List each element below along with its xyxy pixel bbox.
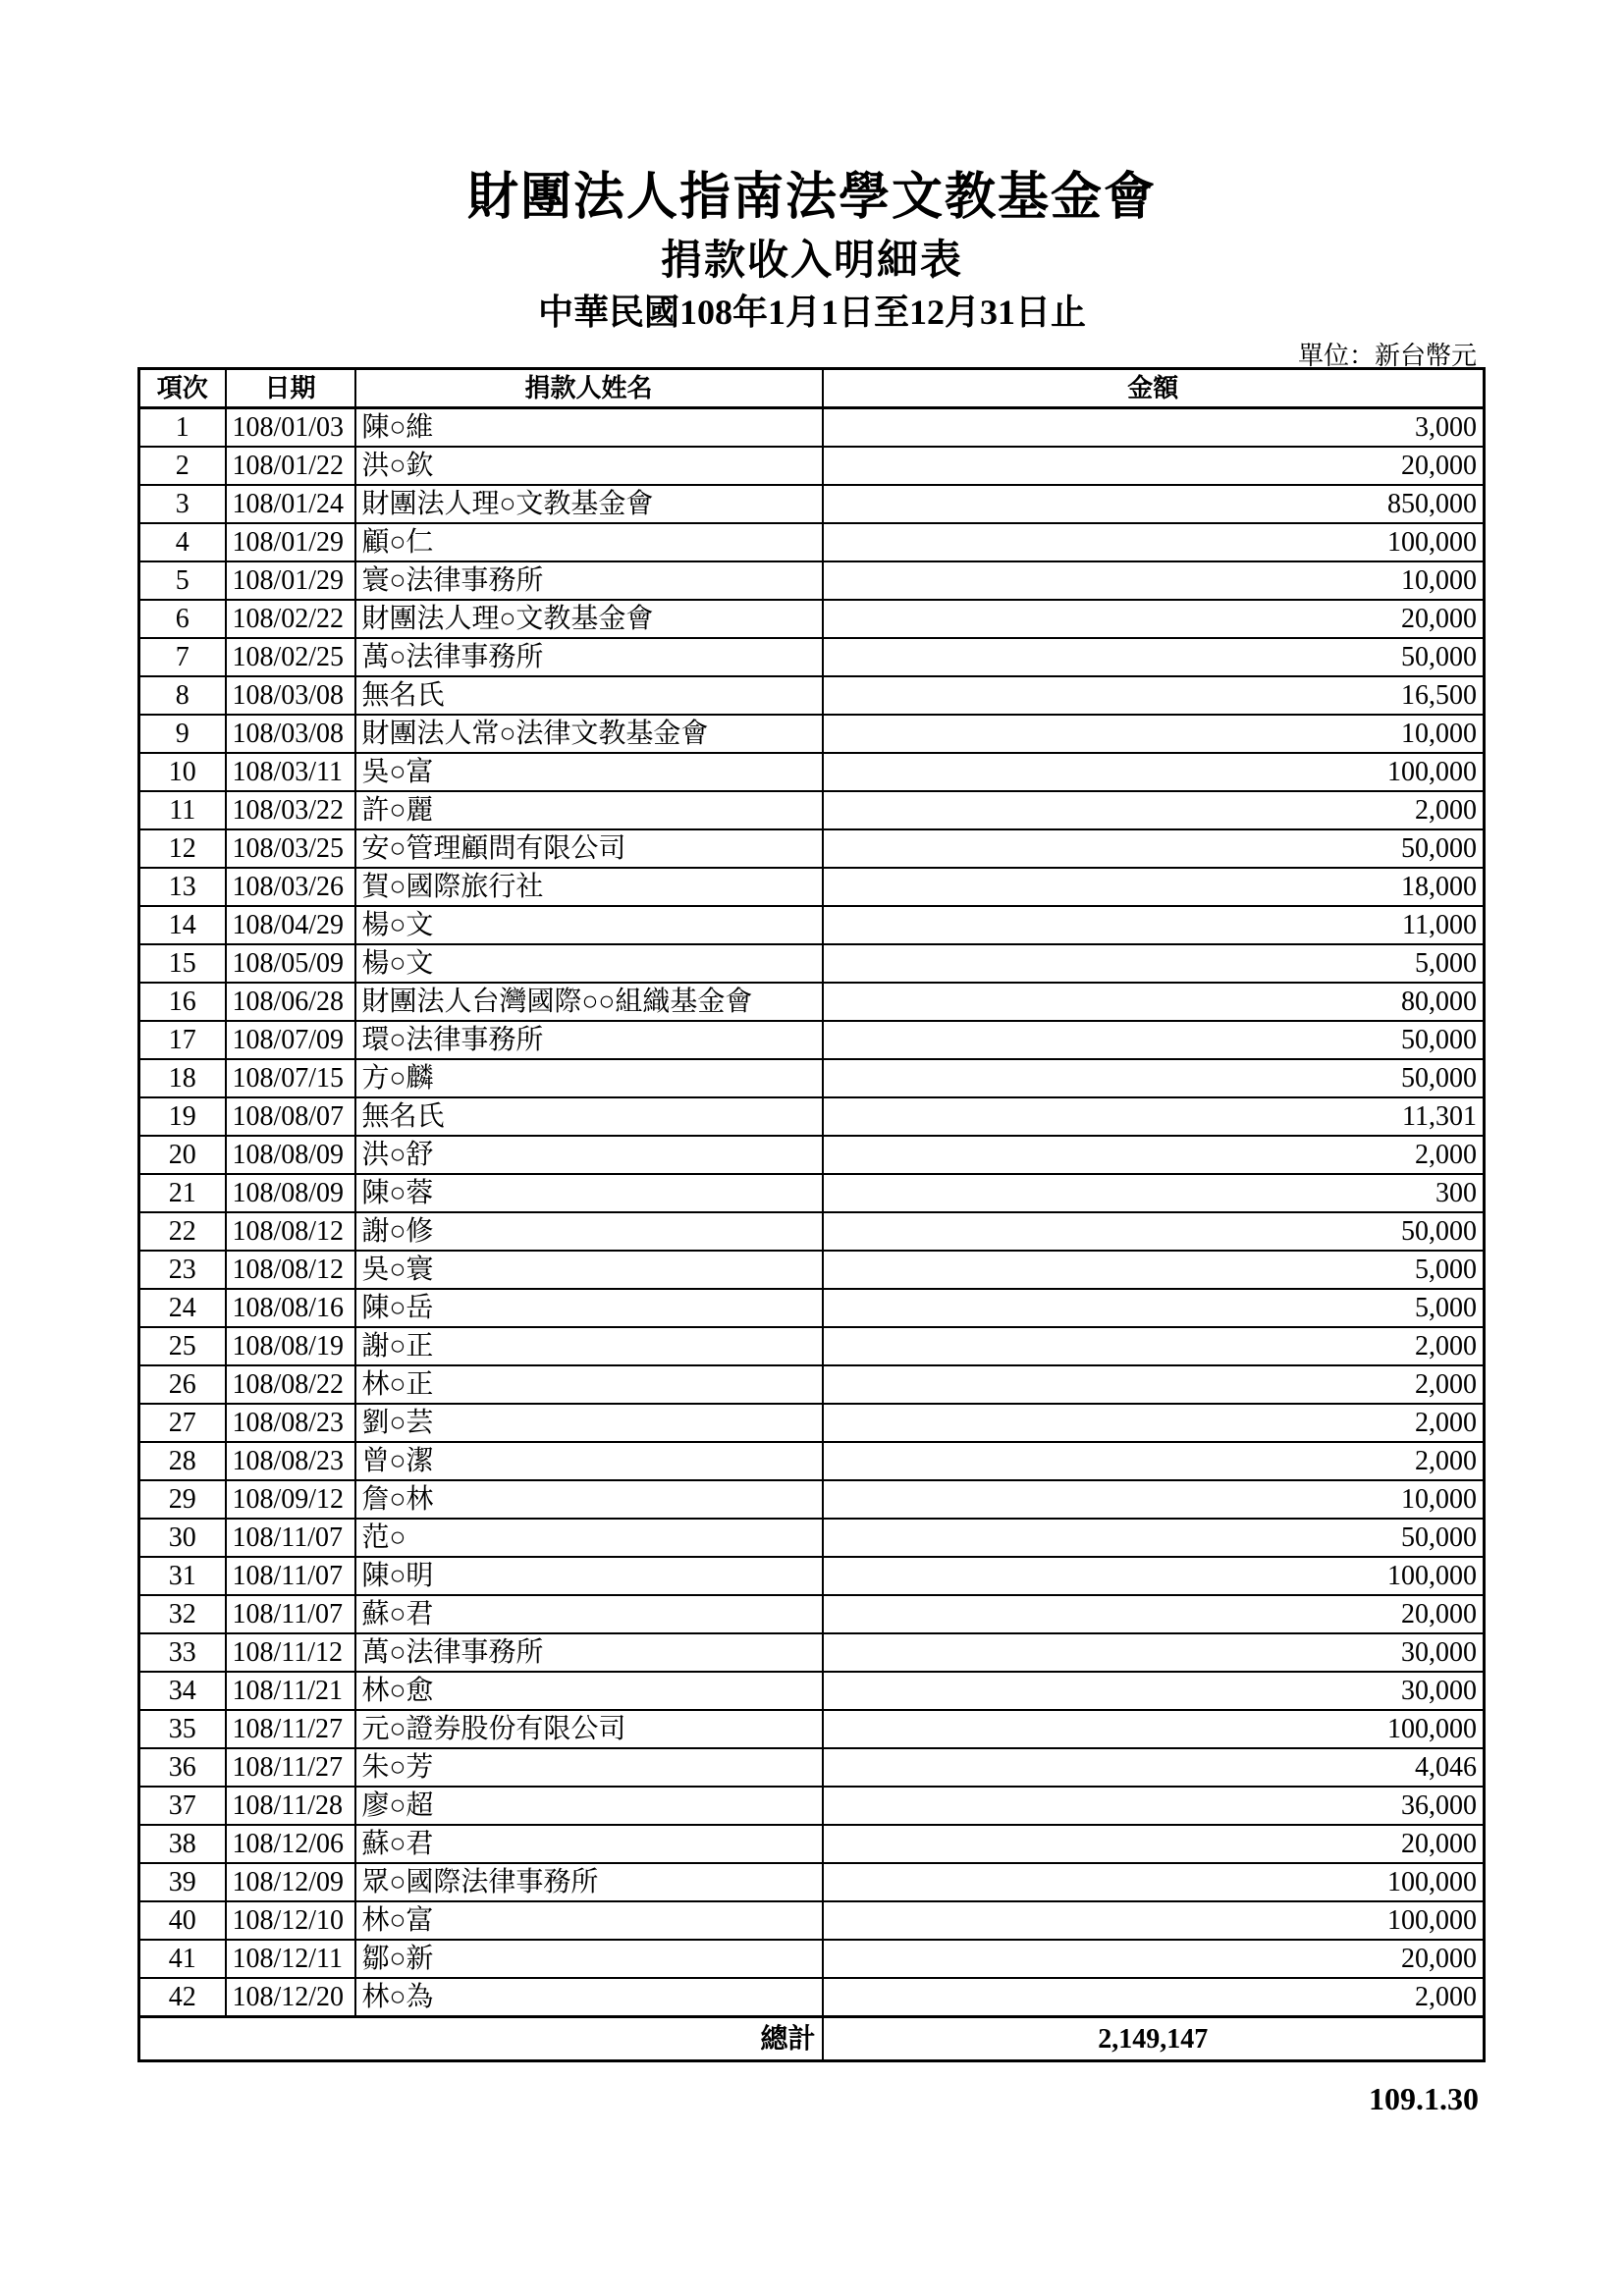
row-donor-name: 林○正: [355, 1365, 823, 1404]
row-index: 28: [139, 1442, 226, 1480]
row-index: 42: [139, 1978, 226, 2017]
row-date: 108/08/09: [226, 1136, 355, 1174]
table-row: [139, 1978, 1485, 2017]
row-index: 41: [139, 1940, 226, 1978]
report-period: 中華民國108年1月1日至12月31日止: [537, 293, 1086, 332]
row-index: 12: [139, 829, 226, 868]
row-date: 108/12/09: [226, 1863, 355, 1901]
row-amount: 4,046: [823, 1748, 1485, 1787]
row-amount: 30,000: [823, 1633, 1485, 1672]
row-date: 108/08/22: [226, 1365, 355, 1404]
total-label: 總計: [139, 2017, 823, 2061]
total-value: 2,149,147: [823, 2017, 1485, 2061]
table-row: [139, 1787, 1485, 1825]
row-date: 108/11/27: [226, 1710, 355, 1748]
row-donor-name: 林○為: [355, 1978, 823, 2017]
row-donor-name: 鄒○新: [355, 1940, 823, 1978]
table-row: [139, 1251, 1485, 1289]
table-row: [139, 1404, 1485, 1442]
row-date: 108/03/22: [226, 791, 355, 829]
row-index: 37: [139, 1787, 226, 1825]
row-donor-name: 財團法人理○文教基金會: [355, 600, 823, 638]
table-row: [139, 1327, 1485, 1365]
table-row: [139, 1672, 1485, 1710]
row-date: 108/02/25: [226, 638, 355, 676]
row-index: 25: [139, 1327, 226, 1365]
table-row: [139, 1442, 1485, 1480]
table-row: [139, 408, 1485, 448]
row-amount: 100,000: [823, 1863, 1485, 1901]
row-index: 39: [139, 1863, 226, 1901]
row-date: 108/11/12: [226, 1633, 355, 1672]
row-amount: 30,000: [823, 1672, 1485, 1710]
row-date: 108/03/26: [226, 868, 355, 906]
row-amount: 100,000: [823, 753, 1485, 791]
row-index: 13: [139, 868, 226, 906]
row-index: 6: [139, 600, 226, 638]
donation-table: [137, 367, 1486, 2062]
table-row: [139, 1557, 1485, 1595]
row-amount: 2,000: [823, 791, 1485, 829]
row-index: 36: [139, 1748, 226, 1787]
row-donor-name: 陳○蓉: [355, 1174, 823, 1212]
table-row: [139, 1289, 1485, 1327]
row-donor-name: 陳○明: [355, 1557, 823, 1595]
row-index: 35: [139, 1710, 226, 1748]
row-amount: 50,000: [823, 829, 1485, 868]
row-amount: 2,000: [823, 1365, 1485, 1404]
row-date: 108/01/29: [226, 523, 355, 561]
table-row: [139, 1595, 1485, 1633]
row-date: 108/08/16: [226, 1289, 355, 1327]
row-amount: 36,000: [823, 1787, 1485, 1825]
row-donor-name: 財團法人台灣國際○○組織基金會: [355, 983, 823, 1021]
row-amount: 100,000: [823, 1901, 1485, 1940]
row-donor-name: 蘇○君: [355, 1825, 823, 1863]
row-amount: 10,000: [823, 1480, 1485, 1519]
row-amount: 20,000: [823, 447, 1485, 485]
row-donor-name: 范○: [355, 1519, 823, 1557]
table-row: [139, 1480, 1485, 1519]
table-row: [139, 1059, 1485, 1097]
row-amount: 18,000: [823, 868, 1485, 906]
row-date: 108/11/07: [226, 1519, 355, 1557]
row-index: 21: [139, 1174, 226, 1212]
row-donor-name: 謝○正: [355, 1327, 823, 1365]
row-index: 4: [139, 523, 226, 561]
row-index: 24: [139, 1289, 226, 1327]
row-amount: 2,000: [823, 1978, 1485, 2017]
row-donor-name: 無名氏: [355, 1097, 823, 1136]
row-amount: 10,000: [823, 715, 1485, 753]
row-amount: 300: [823, 1174, 1485, 1212]
row-index: 15: [139, 944, 226, 983]
row-date: 108/06/28: [226, 983, 355, 1021]
row-donor-name: 詹○林: [355, 1480, 823, 1519]
row-date: 108/05/09: [226, 944, 355, 983]
row-index: 34: [139, 1672, 226, 1710]
row-donor-name: 林○愈: [355, 1672, 823, 1710]
row-amount: 2,000: [823, 1442, 1485, 1480]
row-date: 108/01/22: [226, 447, 355, 485]
row-date: 108/08/23: [226, 1442, 355, 1480]
row-donor-name: 寰○法律事務所: [355, 561, 823, 600]
row-date: 108/11/28: [226, 1787, 355, 1825]
row-index: 27: [139, 1404, 226, 1442]
row-index: 20: [139, 1136, 226, 1174]
row-donor-name: 環○法律事務所: [355, 1021, 823, 1059]
table-row: [139, 1365, 1485, 1404]
row-amount: 100,000: [823, 523, 1485, 561]
header-amount: 金額: [823, 369, 1485, 408]
row-date: 108/08/12: [226, 1212, 355, 1251]
table-row: [139, 561, 1485, 600]
row-index: 11: [139, 791, 226, 829]
row-donor-name: 洪○欽: [355, 447, 823, 485]
table-row: [139, 944, 1485, 983]
row-index: 18: [139, 1059, 226, 1097]
row-donor-name: 謝○修: [355, 1212, 823, 1251]
row-date: 108/11/07: [226, 1557, 355, 1595]
row-date: 108/03/08: [226, 715, 355, 753]
row-date: 108/03/25: [226, 829, 355, 868]
row-donor-name: 曾○潔: [355, 1442, 823, 1480]
row-donor-name: 吳○富: [355, 753, 823, 791]
row-donor-name: 廖○超: [355, 1787, 823, 1825]
row-amount: 11,301: [823, 1097, 1485, 1136]
row-donor-name: 吳○寰: [355, 1251, 823, 1289]
row-index: 9: [139, 715, 226, 753]
row-index: 8: [139, 676, 226, 715]
row-date: 108/12/10: [226, 1901, 355, 1940]
table-body: [139, 408, 1485, 2017]
row-amount: 100,000: [823, 1710, 1485, 1748]
total-row: [139, 2017, 1485, 2061]
row-donor-name: 賀○國際旅行社: [355, 868, 823, 906]
table-row: [139, 1825, 1485, 1863]
row-donor-name: 許○麗: [355, 791, 823, 829]
row-amount: 10,000: [823, 561, 1485, 600]
table-row: [139, 1097, 1485, 1136]
row-amount: 50,000: [823, 1021, 1485, 1059]
row-donor-name: 萬○法律事務所: [355, 638, 823, 676]
row-date: 108/03/11: [226, 753, 355, 791]
table-row: [139, 791, 1485, 829]
row-date: 108/08/19: [226, 1327, 355, 1365]
row-index: 32: [139, 1595, 226, 1633]
row-index: 3: [139, 485, 226, 523]
table-row: [139, 600, 1485, 638]
row-donor-name: 萬○法律事務所: [355, 1633, 823, 1672]
row-date: 108/08/23: [226, 1404, 355, 1442]
table-row: [139, 1863, 1485, 1901]
row-amount: 50,000: [823, 1212, 1485, 1251]
row-amount: 3,000: [823, 408, 1485, 448]
row-date: 108/08/09: [226, 1174, 355, 1212]
report-title: 捐款收入明細表: [660, 239, 963, 284]
row-index: 22: [139, 1212, 226, 1251]
table-row: [139, 1710, 1485, 1748]
row-date: 108/12/06: [226, 1825, 355, 1863]
row-amount: 11,000: [823, 906, 1485, 944]
row-amount: 2,000: [823, 1136, 1485, 1174]
table-row: [139, 868, 1485, 906]
row-date: 108/07/15: [226, 1059, 355, 1097]
row-date: 108/11/27: [226, 1748, 355, 1787]
table-row: [139, 829, 1485, 868]
row-date: 108/04/29: [226, 906, 355, 944]
row-index: 29: [139, 1480, 226, 1519]
table-row: [139, 1633, 1485, 1672]
row-index: 30: [139, 1519, 226, 1557]
table-row: [139, 638, 1485, 676]
row-index: 17: [139, 1021, 226, 1059]
table-row: [139, 1901, 1485, 1940]
row-index: 19: [139, 1097, 226, 1136]
row-index: 7: [139, 638, 226, 676]
row-donor-name: 陳○岳: [355, 1289, 823, 1327]
table-row: [139, 715, 1485, 753]
row-amount: 80,000: [823, 983, 1485, 1021]
row-donor-name: 林○富: [355, 1901, 823, 1940]
row-amount: 2,000: [823, 1404, 1485, 1442]
row-date: 108/12/11: [226, 1940, 355, 1978]
table-header-row: [139, 369, 1485, 408]
table-row: [139, 1136, 1485, 1174]
row-index: 2: [139, 447, 226, 485]
row-donor-name: 財團法人理○文教基金會: [355, 485, 823, 523]
row-index: 16: [139, 983, 226, 1021]
row-index: 23: [139, 1251, 226, 1289]
row-index: 33: [139, 1633, 226, 1672]
row-index: 40: [139, 1901, 226, 1940]
table-row: [139, 1021, 1485, 1059]
row-donor-name: 安○管理顧問有限公司: [355, 829, 823, 868]
row-index: 26: [139, 1365, 226, 1404]
row-amount: 50,000: [823, 638, 1485, 676]
table-row: [139, 1748, 1485, 1787]
row-donor-name: 楊○文: [355, 944, 823, 983]
document-date: 109.1.30: [1369, 2081, 1479, 2116]
row-amount: 50,000: [823, 1059, 1485, 1097]
row-donor-name: 劉○芸: [355, 1404, 823, 1442]
row-donor-name: 方○麟: [355, 1059, 823, 1097]
table-row: [139, 676, 1485, 715]
row-amount: 850,000: [823, 485, 1485, 523]
row-date: 108/01/24: [226, 485, 355, 523]
row-index: 31: [139, 1557, 226, 1595]
row-donor-name: 朱○芳: [355, 1748, 823, 1787]
row-amount: 100,000: [823, 1557, 1485, 1595]
row-index: 38: [139, 1825, 226, 1863]
row-donor-name: 眾○國際法律事務所: [355, 1863, 823, 1901]
row-date: 108/03/08: [226, 676, 355, 715]
header-date: 日期: [226, 369, 355, 408]
table-row: [139, 1519, 1485, 1557]
table-row: [139, 523, 1485, 561]
row-date: 108/11/21: [226, 1672, 355, 1710]
row-donor-name: 財團法人常○法律文教基金會: [355, 715, 823, 753]
table-row: [139, 447, 1485, 485]
row-date: 108/07/09: [226, 1021, 355, 1059]
table-row: [139, 485, 1485, 523]
row-donor-name: 陳○維: [355, 408, 823, 448]
row-donor-name: 蘇○君: [355, 1595, 823, 1633]
row-date: 108/08/07: [226, 1097, 355, 1136]
row-date: 108/01/03: [226, 408, 355, 448]
row-donor-name: 無名氏: [355, 676, 823, 715]
organization-title: 財團法人指南法學文教基金會: [466, 170, 1157, 226]
row-amount: 20,000: [823, 600, 1485, 638]
row-amount: 16,500: [823, 676, 1485, 715]
table-row: [139, 1212, 1485, 1251]
row-donor-name: 洪○舒: [355, 1136, 823, 1174]
row-amount: 2,000: [823, 1327, 1485, 1365]
row-index: 14: [139, 906, 226, 944]
row-donor-name: 元○證券股份有限公司: [355, 1710, 823, 1748]
currency-unit: 單位：新台幣元: [1297, 342, 1477, 370]
row-amount: 20,000: [823, 1825, 1485, 1863]
table-row: [139, 753, 1485, 791]
row-amount: 20,000: [823, 1595, 1485, 1633]
header-donor-name: 捐款人姓名: [355, 369, 823, 408]
row-donor-name: 楊○文: [355, 906, 823, 944]
row-index: 5: [139, 561, 226, 600]
row-date: 108/08/12: [226, 1251, 355, 1289]
row-index: 10: [139, 753, 226, 791]
row-index: 1: [139, 408, 226, 448]
row-amount: 5,000: [823, 1289, 1485, 1327]
row-amount: 5,000: [823, 1251, 1485, 1289]
row-amount: 20,000: [823, 1940, 1485, 1978]
table-row: [139, 1940, 1485, 1978]
row-amount: 5,000: [823, 944, 1485, 983]
row-date: 108/01/29: [226, 561, 355, 600]
table-row: [139, 1174, 1485, 1212]
row-date: 108/02/22: [226, 600, 355, 638]
row-date: 108/09/12: [226, 1480, 355, 1519]
row-donor-name: 顧○仁: [355, 523, 823, 561]
row-amount: 50,000: [823, 1519, 1485, 1557]
row-date: 108/11/07: [226, 1595, 355, 1633]
table-row: [139, 983, 1485, 1021]
header-index: 項次: [139, 369, 226, 408]
row-date: 108/12/20: [226, 1978, 355, 2017]
table-row: [139, 906, 1485, 944]
